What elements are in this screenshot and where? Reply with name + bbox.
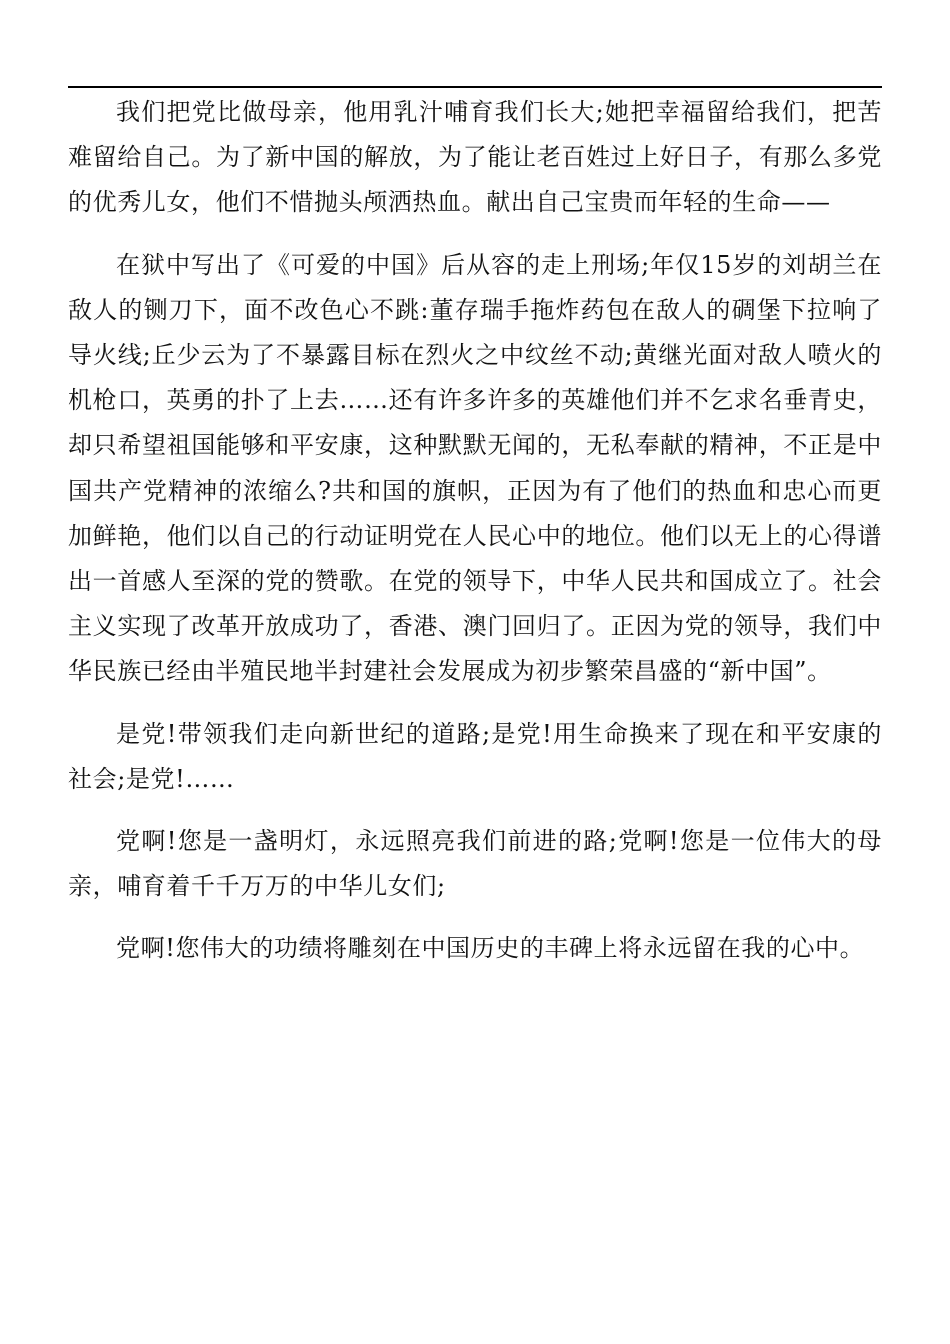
paragraph-4: 党啊!您是一盏明灯，永远照亮我们前进的路;党啊!您是一位伟大的母亲，哺育着千千万万的中华儿女们; — [68, 827, 882, 901]
document-body — [68, 90, 882, 972]
paragraph-5: 党啊!您伟大的功绩将雕刻在中国历史的丰碑上将永远留在我的心中。 — [116, 934, 865, 963]
paragraph-2: 在狱中写出了《可爱的中国》后从容的走上刑场;年仅15岁的刘胡兰在敌人的铡刀下，面不改色心不跳:董存瑞手拖炸药包在敌人的碉堡下拉响了导火线;丘少云为了不暴露目标在烈火之中纹丝不动;黄继光面对敌人喷火的机枪口，英勇的扑了上去……还有许多许多的英雄他们并不乞求名垂青史，却只希望祖国能够和平安康，这种默默无闻的，无私奉献的精神，不正是中国共产党精神的浓缩么?共和国的旗帜，正因为有了他们的热血和忠心而更加鲜艳，他们以自己的行动证明党在人民心中的地位。他们以无上的心得谱出一首感人至深的党的赞歌。在党的领导下，中华人民共和国成立了。社会主义实现了改革开放成功了，香港、澳门回归了。正因为党的领导，我们中华民族已经由半殖民地半封建社会发展成为初步繁荣昌盛的“新中国”。 — [68, 250, 882, 686]
paragraph-3: 是党!带领我们走向新世纪的道路;是党!用生命换来了现在和平安康的社会;是党!…… — [68, 719, 882, 793]
header-rule — [68, 86, 882, 88]
paragraph-1: 我们把党比做母亲，他用乳汁哺育我们长大;她把幸福留给我们，把苦难留给自己。为了新中国的解放，为了能让老百姓过上好日子，有那么多党的优秀儿女，他们不惜抛头颅洒热血。献出自己宝贵而年轻的生命—— — [68, 98, 882, 217]
